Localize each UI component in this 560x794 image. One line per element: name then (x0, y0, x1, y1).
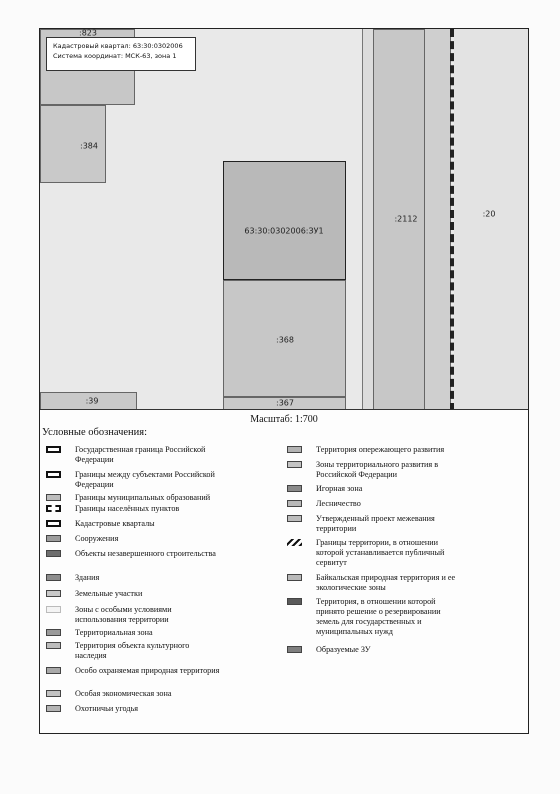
legend-swatch-icon (46, 550, 61, 557)
legend-right-item (287, 484, 466, 494)
legend-swatch-icon (287, 446, 302, 453)
legend-swatch-icon (46, 606, 61, 613)
legend-swatch-icon (287, 500, 302, 507)
coordinate-system-text: Система координат: МСК-63, зона 1 (53, 52, 177, 60)
legend-right-item (287, 514, 466, 534)
legend-right-item (287, 445, 466, 455)
legend-title: Условные обозначения: (42, 427, 148, 438)
cadastral-map[interactable] (40, 29, 528, 410)
legend-left-item (46, 549, 220, 559)
legend-swatch-icon (46, 535, 61, 542)
target-parcel[interactable] (223, 161, 346, 280)
legend-swatch-icon (46, 590, 61, 597)
legend-left-item (46, 470, 220, 490)
legend-label: Государственная граница Российской Федерации (75, 445, 206, 464)
scale-text: Масштаб: 1:700 (250, 414, 318, 425)
legend-label: Границы территории, в отношении которой устанавливается публичный сервитут (316, 538, 445, 567)
parcel-39-label: :39 (85, 396, 99, 406)
legend-left-item (46, 689, 220, 699)
legend-swatch-icon (46, 505, 61, 512)
legend-swatch-icon (287, 485, 302, 492)
legend-swatch-icon (46, 574, 61, 581)
legend-left-item (46, 589, 220, 599)
cadastral-quarter-text: Кадастровый квартал: 63:30:0302006 (53, 42, 183, 50)
parcel-368-label: :368 (276, 335, 294, 345)
legend-swatch-icon (287, 515, 302, 522)
legend-label: Границы населённых пунктов (75, 504, 180, 513)
legend-label: Земельные участки (75, 589, 143, 598)
legend-left-item (46, 445, 220, 465)
legend-swatch-icon (46, 642, 61, 649)
legend-label: Особо охраняемая природная территория (75, 666, 220, 675)
legend-left-item (46, 605, 220, 625)
legend-swatch-icon (46, 471, 61, 478)
legend-swatch-icon (287, 461, 302, 468)
legend-label: Особая экономическая зона (75, 689, 172, 698)
legend-label: Утвержденный проект межевания территории (316, 514, 435, 533)
parcel-384-label: :384 (80, 141, 98, 151)
legend-right-item (287, 573, 466, 593)
legend-right-item (287, 597, 466, 637)
legend-label: Территория объекта культурного наследия (75, 641, 190, 660)
legend-swatch-icon (46, 690, 61, 697)
parcel-20[interactable] (454, 29, 528, 410)
legend-label: Зоны с особыми условиями использования территории (75, 605, 172, 624)
legend-left-item (46, 504, 220, 514)
parcel-strip[interactable] (425, 29, 451, 410)
legend-label: Охотничьи угодья (75, 704, 139, 713)
legend-swatch-icon (287, 598, 302, 605)
legend-left-item (46, 641, 220, 661)
parcel-2112-label: :2112 (394, 214, 418, 224)
legend-left-item (46, 519, 220, 529)
parcel-20-label: :20 (482, 209, 496, 219)
legend-left-item (46, 704, 220, 714)
legend-left-item (46, 534, 220, 544)
legend-swatch-icon (287, 539, 302, 546)
legend-swatch-icon (46, 494, 61, 501)
cadastral-sheet (39, 28, 529, 734)
legend-label: Границы между субъектами Российской Федерации (75, 470, 215, 489)
legend-label: Сооружения (75, 534, 119, 543)
legend-left-item (46, 628, 220, 638)
legend-label: Здания (75, 573, 100, 582)
legend-swatch-icon (287, 574, 302, 581)
legend-left-item (46, 666, 220, 676)
legend-left-item (46, 573, 220, 583)
legend-swatch-icon (287, 646, 302, 653)
legend-swatch-icon (46, 629, 61, 636)
legend-label: Образуемые ЗУ (316, 645, 371, 654)
legend-label: Зоны территориального развития в Российской Федерации (316, 460, 439, 479)
legend-swatch-icon (46, 667, 61, 674)
legend-label: Объекты незавершенного строительства (75, 549, 216, 558)
legend-swatch-icon (46, 446, 61, 453)
parcel-823-label: :823 (79, 29, 97, 38)
legend-label: Кадастровые кварталы (75, 519, 155, 528)
map-info-box (46, 37, 196, 71)
legend-label: Байкальская природная территория и ее экологические зоны (316, 573, 456, 592)
legend-swatch-icon (46, 705, 61, 712)
legend-right-item (287, 499, 466, 509)
legend-label: Территория опережающего развития (316, 445, 445, 454)
legend-label: Игорная зона (316, 484, 363, 493)
target-parcel-label: 63:30:0302006:ЗУ1 (244, 226, 324, 236)
legend-label: Лесничество (316, 499, 361, 508)
legend-right-item (287, 645, 466, 655)
legend-label: Территориальная зона (75, 628, 153, 637)
legend-swatch-icon (46, 520, 61, 527)
legend-right-item (287, 460, 466, 480)
legend-right-item (287, 538, 466, 568)
legend-label: Границы муниципальных образований (75, 493, 211, 502)
legend-left-item (46, 493, 220, 503)
legend-label: Территория, в отношении которой принято решение о резервировании земель для государственных и муниципальных нужд (316, 597, 441, 636)
parcel-367-label: :367 (276, 398, 294, 408)
